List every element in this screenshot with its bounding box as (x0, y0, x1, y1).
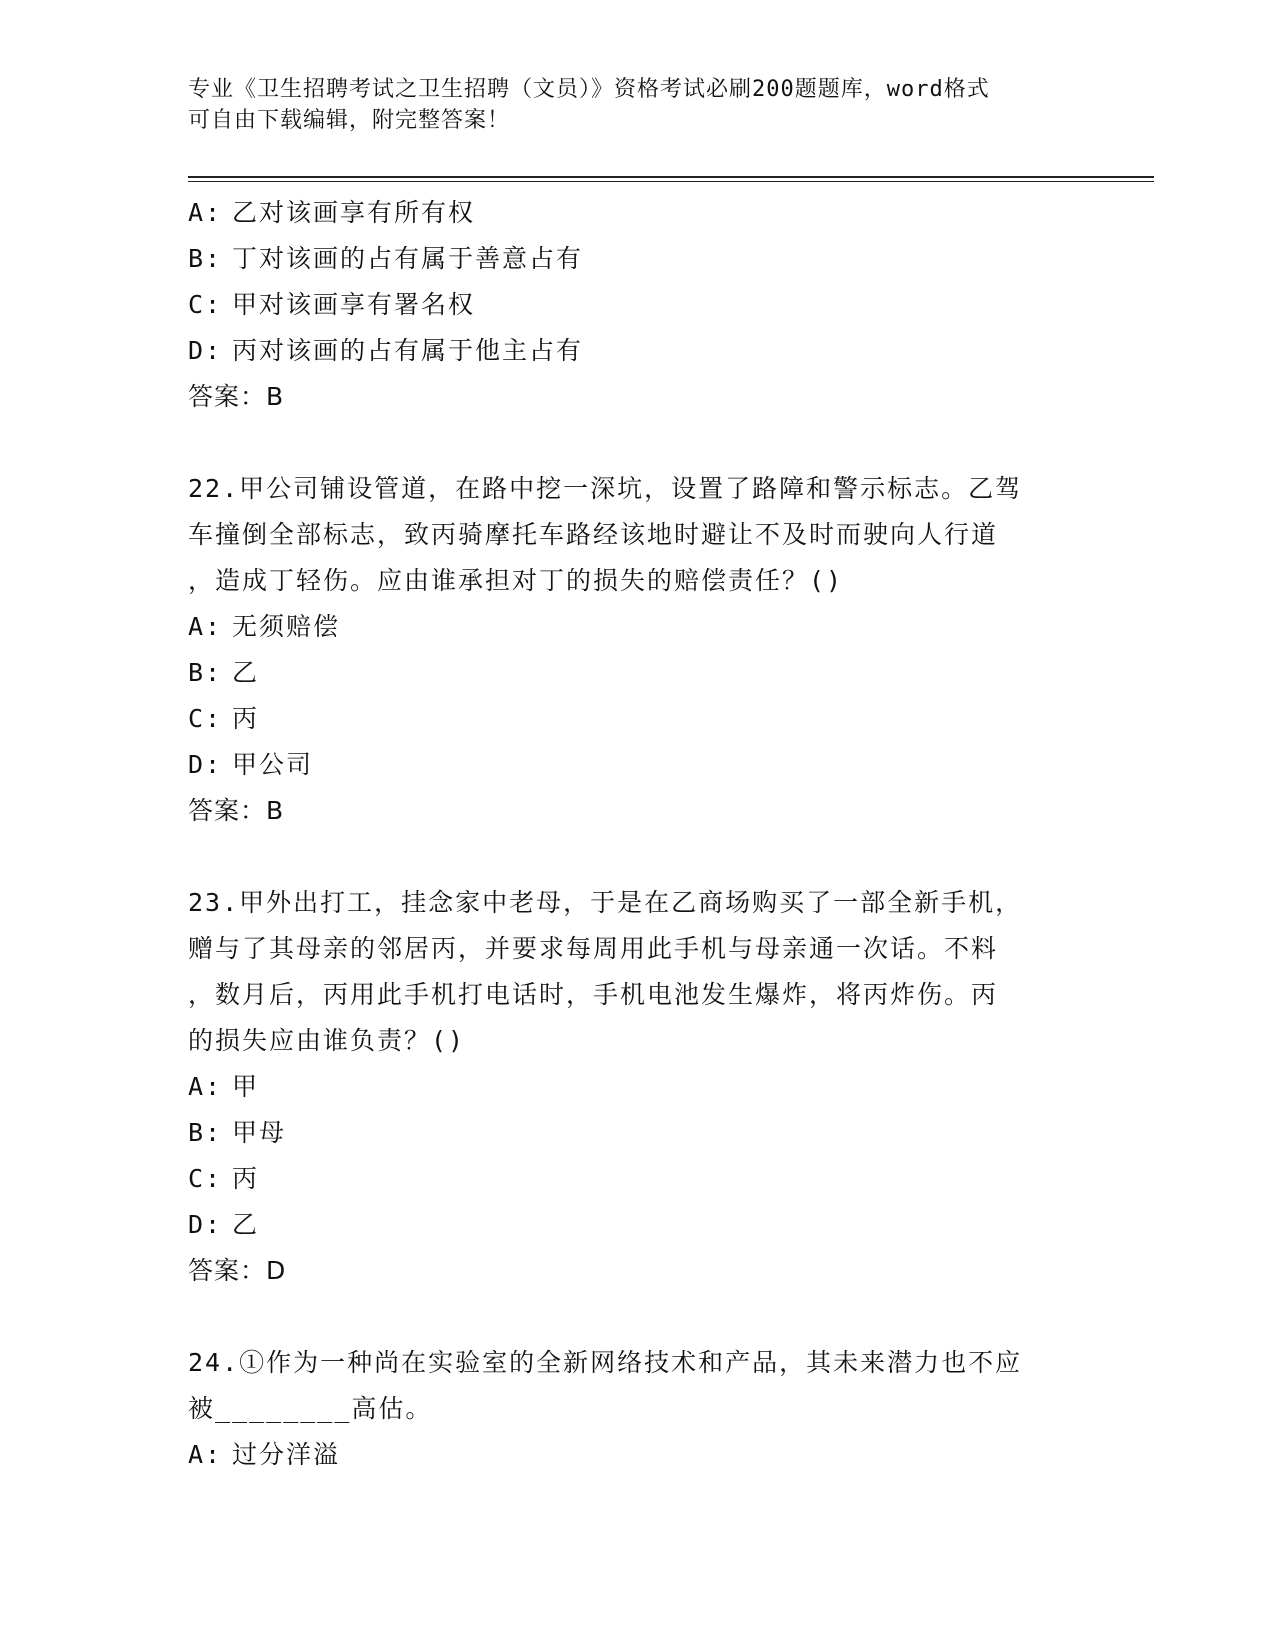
answer-line: 答案：D (188, 1256, 287, 1285)
question-text (188, 880, 1068, 1064)
option-text: 甲母 (232, 1118, 287, 1147)
question-line: 的损失应由谁负责？() (188, 1026, 466, 1055)
question-text (188, 1340, 1068, 1432)
option-text: 甲公司 (232, 750, 314, 779)
option-a (188, 1064, 1068, 1110)
option-letter: B: (188, 244, 223, 273)
option-letter: C: (188, 290, 223, 319)
spacer (188, 420, 1068, 466)
option-b (188, 1110, 1068, 1156)
option-text: 丙对该画的占有属于他主占有 (232, 336, 584, 365)
header-divider-thin (188, 181, 1154, 182)
option-a (188, 1432, 1068, 1478)
spacer (188, 834, 1068, 880)
option-c (188, 1156, 1068, 1202)
question-21 (188, 190, 1068, 420)
answer-line: 答案：B (188, 382, 285, 411)
question-22 (188, 466, 1068, 834)
option-text: 乙对该画享有所有权 (232, 198, 476, 227)
question-24 (188, 1340, 1068, 1478)
option-letter: A: (188, 198, 223, 227)
option-letter: C: (188, 704, 223, 733)
option-text: 丙 (232, 1164, 260, 1193)
question-line: ，造成丁轻伤。应由谁承担对丁的损失的赔偿责任？() (188, 566, 844, 595)
document-header (188, 74, 1088, 136)
option-c (188, 696, 1068, 742)
option-d (188, 328, 1068, 374)
option-text: 过分洋溢 (232, 1440, 341, 1469)
question-line: 被________高估。 (188, 1394, 433, 1423)
header-line-2: 可自由下载编辑，附完整答案！ (188, 108, 511, 133)
option-letter: B: (188, 658, 223, 687)
option-letter: D: (188, 750, 223, 779)
option-text: 乙 (232, 658, 260, 687)
question-23 (188, 880, 1068, 1294)
option-text: 无须赔偿 (232, 612, 341, 641)
header-line-1: 专业《卫生招聘考试之卫生招聘（文员）》资格考试必刷200题题库，word格式 (188, 77, 990, 102)
option-b (188, 236, 1068, 282)
option-a (188, 604, 1068, 650)
question-line: 24.①作为一种尚在实验室的全新网络技术和产品，其未来潜力也不应 (188, 1348, 1023, 1377)
option-text: 甲 (232, 1072, 260, 1101)
option-letter: A: (188, 612, 223, 641)
question-line: 车撞倒全部标志，致丙骑摩托车路经该地时避让不及时而驶向人行道 (188, 520, 999, 549)
header-divider-thick (188, 176, 1154, 178)
option-c (188, 282, 1068, 328)
question-line: 22.甲公司铺设管道，在路中挖一深坑，设置了路障和警示标志。乙驾 (188, 474, 1023, 503)
question-list (188, 190, 1068, 1478)
spacer (188, 1294, 1068, 1340)
option-text: 乙 (232, 1210, 260, 1239)
answer-line: 答案：B (188, 796, 285, 825)
option-letter: B: (188, 1118, 223, 1147)
question-line: 赠与了其母亲的邻居丙，并要求每周用此手机与母亲通一次话。不料 (188, 934, 999, 963)
question-text (188, 466, 1068, 604)
question-line: 23.甲外出打工，挂念家中老母，于是在乙商场购买了一部全新手机， (188, 888, 1023, 917)
option-b (188, 650, 1068, 696)
option-text: 甲对该画享有署名权 (232, 290, 476, 319)
option-d (188, 742, 1068, 788)
option-text: 丁对该画的占有属于善意占有 (232, 244, 584, 273)
option-letter: A: (188, 1072, 223, 1101)
option-letter: D: (188, 1210, 223, 1239)
option-a (188, 190, 1068, 236)
option-text: 丙 (232, 704, 260, 733)
option-letter: C: (188, 1164, 223, 1193)
question-line: ，数月后，丙用此手机打电话时，手机电池发生爆炸，将丙炸伤。丙 (188, 980, 999, 1009)
option-letter: A: (188, 1440, 223, 1469)
option-d (188, 1202, 1068, 1248)
option-letter: D: (188, 336, 223, 365)
